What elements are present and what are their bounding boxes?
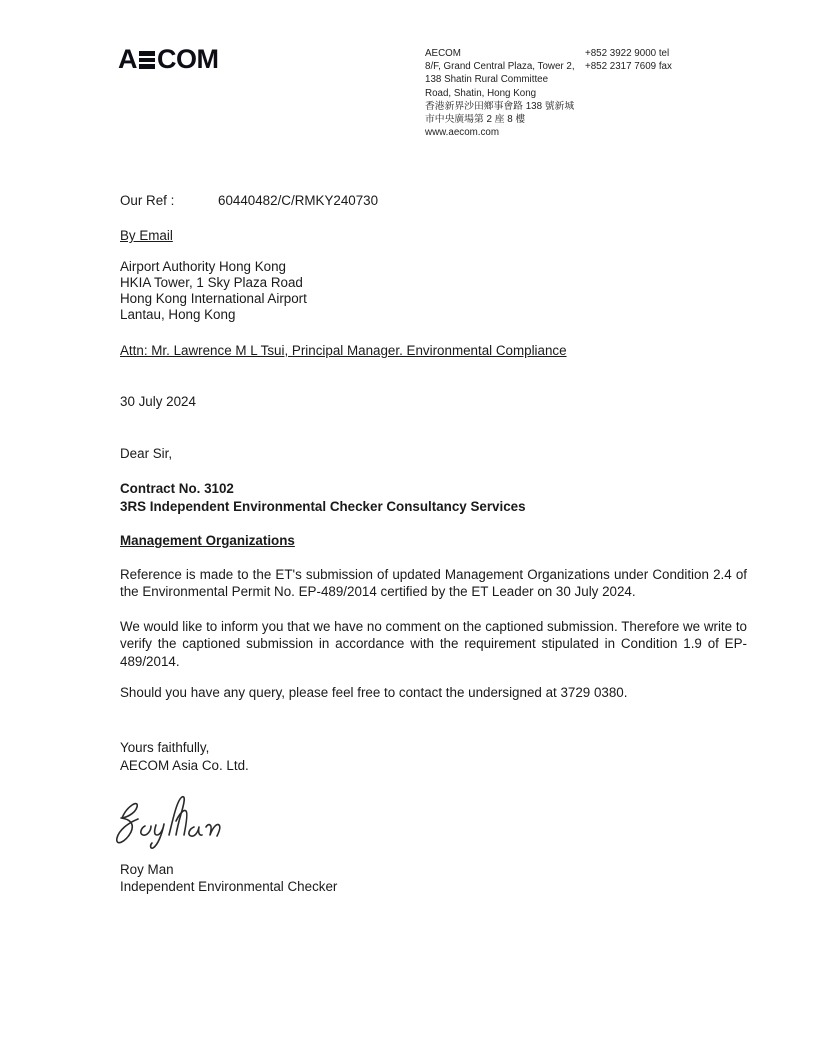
paragraph-reference: Reference is made to the ET's submission of updated Management Organizations under Condition 2.4 of the Environmental Permit No. EP-489/2014 certified by the ET Leader on 30 July 2024. (120, 567, 747, 600)
address-line: 香港新界沙田鄉事會路 138 號新城 (425, 100, 575, 112)
aecom-logo (118, 44, 219, 75)
company-name: AECOM Asia Co. Ltd. (120, 758, 249, 773)
website-url: www.aecom.com (425, 127, 500, 139)
logo-letters-com: COM (157, 44, 219, 74)
address-line: 138 Shatin Rural Committee (425, 74, 549, 86)
paragraph-verification: We would like to inform you that we have no comment on the captioned submission. Therefore we write to verify the captioned submission in accordance with the requirement stipulated in Condition 1.9 of EP-489/2014. (120, 619, 747, 669)
recipient-line: Airport Authority Hong Kong (120, 259, 286, 274)
reference-line (120, 192, 747, 209)
recipient-line: Hong Kong International Airport (120, 291, 307, 306)
aecom-e-bars-icon (139, 50, 155, 69)
valediction: Yours faithfully, (120, 740, 210, 755)
reference-value: 60440482/C/RMKY240730 (218, 193, 379, 208)
delivery-method: By Email (120, 228, 173, 243)
section-heading: Management Organizations (120, 533, 295, 548)
closing-block (120, 739, 747, 775)
salutation: Dear Sir, (120, 446, 173, 461)
address-line: 市中央廣場第 2 座 8 樓 (425, 114, 526, 126)
logo-letter-a: A (118, 44, 137, 74)
tel-line: +852 3922 9000 tel (585, 48, 670, 59)
recipient-line: Lantau, Hong Kong (120, 307, 236, 322)
office-address-block (425, 47, 595, 139)
date-line: 30 July 2024 (120, 394, 196, 409)
address-line: Road, Shatin, Hong Kong (425, 87, 537, 99)
attention-line: Attn: Mr. Lawrence M L Tsui, Principal Manager. Environmental Compliance (120, 343, 567, 358)
subject-line-contract: Contract No. 3102 (120, 481, 234, 496)
subject-line-services: 3RS Independent Environmental Checker Consultancy Services (120, 499, 526, 514)
recipient-line: HKIA Tower, 1 Sky Plaza Road (120, 275, 303, 290)
address-line: 8/F, Grand Central Plaza, Tower 2, (425, 61, 575, 73)
signatory-name: Roy Man (120, 862, 174, 877)
office-name: AECOM (425, 48, 461, 59)
subject-block (120, 480, 747, 516)
recipient-address (120, 259, 747, 323)
signatory-title: Independent Environmental Checker (120, 879, 338, 894)
signatory-block (120, 861, 747, 895)
reference-label: Our Ref : (120, 193, 175, 208)
signature-image (112, 790, 230, 856)
contact-block (585, 47, 715, 73)
paragraph-contact: Should you have any query, please feel free to contact the undersigned at 3729 0380. (120, 685, 628, 700)
fax-line: +852 2317 7609 fax (585, 61, 672, 73)
